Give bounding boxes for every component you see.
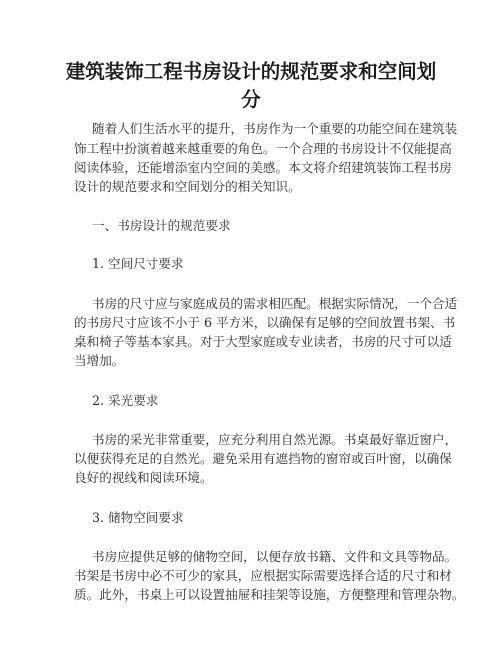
item-heading: 1. 空间尺寸要求 (92, 256, 184, 271)
paragraph-line: 书房的尺寸应与家庭成员的需求相匹配。根据实际情况，一个合适 (92, 296, 458, 311)
intro-line: 随着人们生活水平的提升，书房作为一个重要的功能空间在建筑装 (92, 121, 458, 136)
paragraph-line: 以便获得充足的自然光。避免采用有遮挡物的窗帘或百叶窗，以确保 (74, 451, 452, 466)
paragraph-line: 书房的采光非常重要，应充分利用自然光源。书桌最好靠近窗户， (92, 432, 458, 447)
paragraph-line: 的书房尺寸应该不小于 6 平方米，以确保有足够的空间放置书架、书 (74, 315, 456, 330)
intro-line: 设计的规范要求和空间划分的相关知识。 (74, 179, 301, 194)
title-line-2: 分 (241, 88, 261, 111)
item-heading: 3. 储物空间要求 (92, 510, 184, 525)
paragraph-line: 书架是书房中必不可少的家具，应根据实际需要选择合适的尺寸和材 (74, 568, 452, 583)
paragraph-line: 良好的视线和阅读环境。 (74, 470, 213, 485)
section-heading: 一、书房设计的规范要求 (92, 218, 231, 233)
intro-line: 饰工程中扮演着越来越重要的角色。一个合理的书房设计不仅能提高 (74, 141, 452, 156)
document-title (60, 58, 442, 114)
paragraph-line: 桌和椅子等基本家具。对于大型家庭或专业读者，书房的尺寸可以适 (74, 334, 452, 349)
intro-line: 阅读体验，还能增添室内空间的美感。本文将介绍建筑装饰工程书房 (74, 160, 452, 175)
paragraph-line: 当增加。 (74, 353, 125, 368)
paragraph-line: 质。此外，书桌上可以设置抽屉和挂架等设施，方便整理和管理杂物。 (74, 587, 465, 602)
item-heading: 2. 采光要求 (92, 393, 159, 408)
paragraph-line: 书房应提供足够的储物空间，以便存放书籍、文件和文具等物品。 (92, 549, 458, 564)
title-line-1: 建筑装饰工程书房设计的规范要求和空间划 (65, 60, 437, 83)
